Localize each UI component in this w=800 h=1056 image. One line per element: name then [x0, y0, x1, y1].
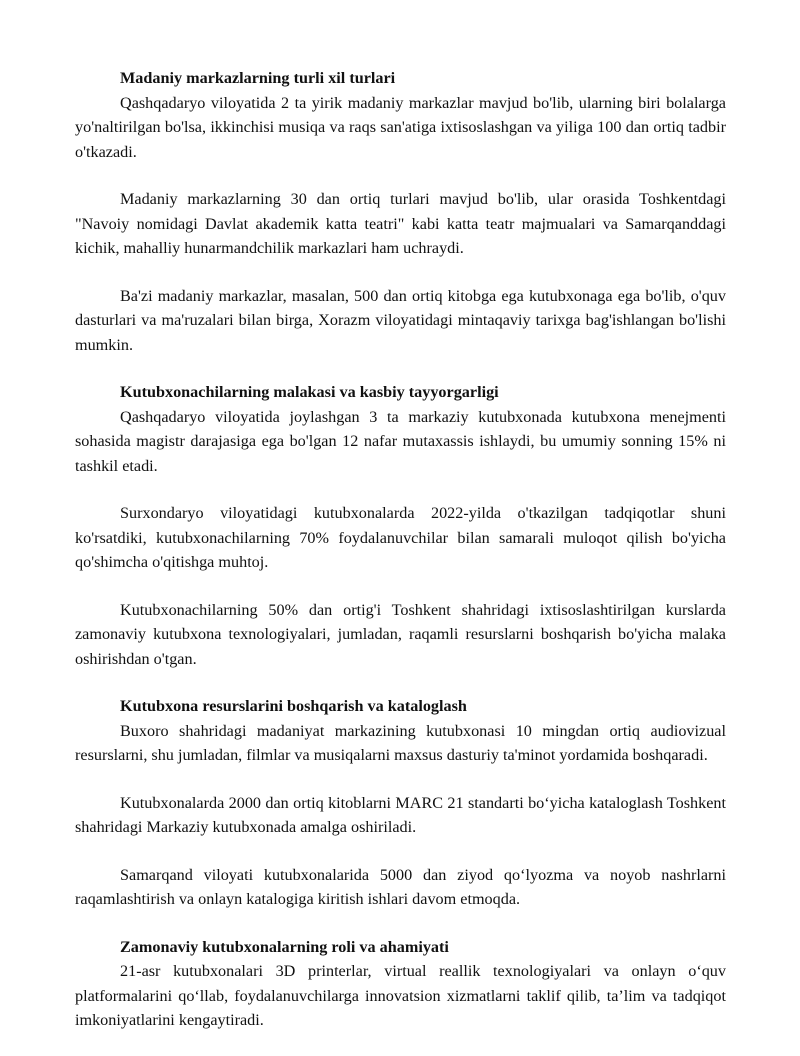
- document-page: [75, 66, 726, 1056]
- paragraph: Samarqand viloyati kutubxonalarida 5000 dan ziyod qo‘lyozma va noyob nashrlarni raqamlashtirish va onlayn katalogiga kiritish ishlari davom etmoqda.: [75, 865, 726, 908]
- paragraph: Kutubxonachilarning 50% dan ortig'i Toshkent shahridagi ixtisoslashtirilgan kurslarda zamonaviy kutubxona texnologiyalari, jumladan, raqamli resurslarni boshqarish bo'yicha malaka oshirishdan o'tgan.: [75, 600, 726, 668]
- section-heading: Kutubxonachilarning malakasi va kasbiy tayyorgarligi: [120, 383, 499, 401]
- paragraph: Buxoro shahridagi madaniyat markazining kutubxonasi 10 mingdan ortiq audiovizual resurslarni, shu jumladan, filmlar va musiqalarni maxsus dasturiy ta'minot yordamida boshqaradi.: [75, 721, 726, 764]
- paragraph: 21-asr kutubxonalari 3D printerlar, virtual reallik texnologiyalari va onlayn o‘quv platformalarini qo‘llab, foydalanuvchilarga innovatsion xizmatlarni taklif qilib, ta’lim va tadqiqot imkoniyatlarini kengaytiradi.: [75, 962, 726, 1029]
- paragraph: Qashqadaryo viloyatida joylashgan 3 ta markaziy kutubxonada kutubxona menejmenti sohasida magistr darajasiga ega bo'lgan 12 nafar mutaxassis ishlaydi, bu umumiy sonning 15% ni tashkil etadi.: [75, 407, 726, 475]
- paragraph: Kutubxonalarda 2000 dan ortiq kitoblarni MARC 21 standarti bo‘yicha kataloglash Toshkent shahridagi Markaziy kutubxonada amalga oshiriladi.: [75, 793, 726, 836]
- paragraph: Ba'zi madaniy markazlar, masalan, 500 dan ortiq kitobga ega kutubxonaga ega bo'lib, o'quv dasturlari va ma'ruzalari bilan birga, Xorazm viloyatidagi mintaqaviy tarixga bag'ishlangan bo'lishi mumkin.: [75, 286, 726, 354]
- section-heading: Zamonaviy kutubxonalarning roli va ahamiyati: [120, 937, 449, 956]
- section-librarian-qualification: [75, 380, 726, 671]
- section-resource-management: [75, 694, 726, 912]
- section-heading: Kutubxona resurslarini boshqarish va kataloglash: [120, 697, 467, 715]
- section-modern-libraries: [75, 935, 726, 1033]
- section-heading: Madaniy markazlarning turli xil turlari: [120, 69, 396, 87]
- paragraph: Qashqadaryo viloyatida 2 ta yirik madaniy markazlar mavjud bo'lib, ularning biri bolalarga yo'naltirilgan bo'lsa, ikkinchisi musiqa va raqs san'atiga ixtisoslashgan va yiliga 100 dan ortiq tadbir o'tkazadi.: [75, 93, 726, 161]
- section-cultural-centers: [75, 66, 726, 357]
- paragraph: Madaniy markazlarning 30 dan ortiq turlari mavjud bo'lib, ular orasida Toshkentdagi "Navoiy nomidagi Davlat akademik katta teatri" kabi katta teatr majmualari va Samarqanddagi kichik, mahalliy hunarmandchilik markazlari ham uchraydi.: [75, 190, 726, 257]
- paragraph: Surxondaryo viloyatidagi kutubxonalarda 2022-yilda o'tkazilgan tadqiqotlar shuni ko'rsatdiki, kutubxonachilarning 70% foydalanuvchilar bilan samarali muloqot qilish bo'yicha qo'shimcha o'qitishga muhtoj.: [75, 504, 726, 571]
